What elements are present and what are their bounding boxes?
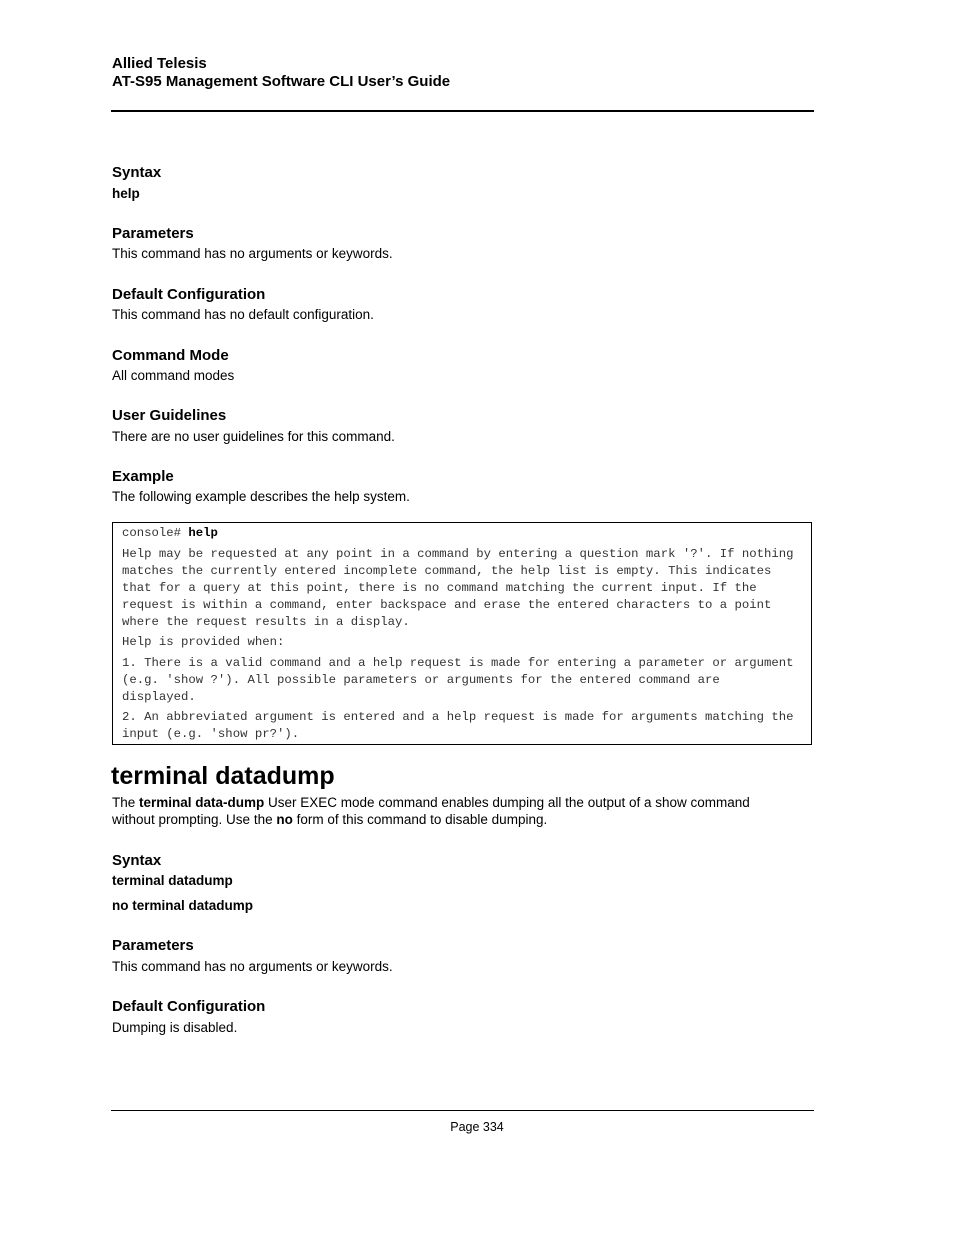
- header-rule: [111, 110, 814, 112]
- datadump-syntax-heading: Syntax: [112, 852, 162, 869]
- intro-text: User EXEC mode command enables dumping all the output of a show command: [264, 795, 750, 810]
- intro-command-name: terminal data-dump: [139, 795, 265, 810]
- code-example-box: [112, 522, 812, 745]
- help-guidelines-text: There are no user guidelines for this command.: [112, 429, 395, 444]
- help-syntax-heading: Syntax: [112, 164, 162, 181]
- help-default-heading: Default Configuration: [112, 286, 266, 303]
- intro-text: The: [112, 795, 140, 810]
- code-line: input (e.g. 'show pr?').: [122, 727, 300, 741]
- datadump-parameters-heading: Parameters: [112, 937, 194, 954]
- help-syntax-text: help: [112, 186, 140, 201]
- datadump-syntax-2: no terminal datadump: [112, 898, 254, 913]
- help-default-text: This command has no default configuration.: [112, 307, 374, 322]
- code-line: where the request results in a display.: [122, 615, 410, 629]
- datadump-default-heading: Default Configuration: [112, 998, 266, 1015]
- datadump-intro-line-1: [112, 794, 750, 811]
- code-line: Help may be requested at any point in a command by entering a question mark '?'. If nothing: [122, 547, 794, 561]
- intro-text: without prompting. Use the: [112, 812, 277, 827]
- console-command: help: [188, 526, 218, 540]
- code-line: that for a query at this point, there is no command matching the current input. If the: [122, 581, 757, 595]
- code-line: displayed.: [122, 690, 196, 704]
- help-guidelines-heading: User Guidelines: [112, 407, 227, 424]
- help-example-intro: The following example describes the help system.: [112, 489, 410, 504]
- page-number: Page 334: [450, 1120, 504, 1134]
- intro-no-keyword: no: [276, 812, 293, 827]
- help-mode-heading: Command Mode: [112, 347, 229, 364]
- code-line: Help is provided when:: [122, 635, 285, 649]
- help-parameters-heading: Parameters: [112, 225, 194, 242]
- help-parameters-text: This command has no arguments or keywords.: [112, 246, 393, 261]
- code-line: (e.g. 'show ?'). All possible parameters or arguments for the entered command are: [122, 673, 720, 687]
- footer-rule: [111, 1110, 814, 1111]
- datadump-parameters-text: This command has no arguments or keywords.: [112, 959, 393, 974]
- code-line: request is within a command, enter backspace and erase the entered characters to a point: [122, 598, 772, 612]
- console-line: [122, 525, 218, 542]
- console-prompt: console#: [122, 526, 189, 540]
- header-guide-title: AT-S95 Management Software CLI User’s Guide: [112, 73, 451, 90]
- datadump-default-text: Dumping is disabled.: [112, 1020, 238, 1035]
- intro-text: form of this command to disable dumping.: [292, 812, 548, 827]
- section-title: terminal datadump: [111, 762, 335, 790]
- datadump-syntax-1: terminal datadump: [112, 873, 233, 888]
- code-line: 1. There is a valid command and a help request is made for entering a parameter or argument: [122, 656, 794, 670]
- datadump-intro-line-2: [112, 811, 547, 828]
- header-company: Allied Telesis: [112, 55, 207, 72]
- code-line: matches the currently entered incomplete command, the help list is empty. This indicates: [122, 564, 772, 578]
- code-line: 2. An abbreviated argument is entered and a help request is made for arguments matching the: [122, 710, 794, 724]
- help-mode-text: All command modes: [112, 368, 235, 383]
- help-example-heading: Example: [112, 468, 174, 485]
